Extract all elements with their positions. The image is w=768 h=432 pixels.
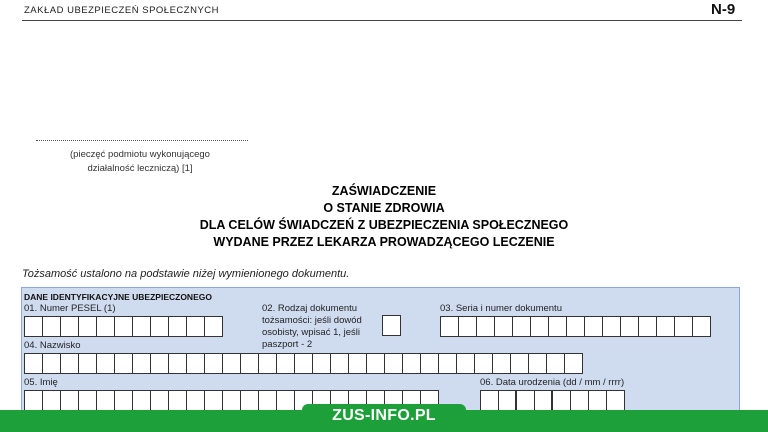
doc-number-field[interactable] bbox=[440, 316, 710, 337]
char-box[interactable] bbox=[564, 353, 583, 374]
char-box[interactable] bbox=[96, 316, 115, 337]
char-box[interactable] bbox=[480, 390, 499, 411]
doc-type-label-3: osobisty, wpisać 1, jeśli bbox=[262, 327, 361, 338]
char-box[interactable] bbox=[150, 353, 169, 374]
char-box[interactable] bbox=[186, 316, 205, 337]
title-line2: O STANIE ZDROWIA bbox=[323, 201, 445, 215]
char-box[interactable] bbox=[438, 353, 457, 374]
char-box[interactable] bbox=[528, 353, 547, 374]
document-title bbox=[0, 183, 768, 251]
char-box[interactable] bbox=[552, 390, 571, 411]
char-box[interactable] bbox=[584, 316, 603, 337]
char-box[interactable] bbox=[24, 316, 43, 337]
char-box[interactable] bbox=[606, 390, 625, 411]
doc-type-label-2: tożsamości: jeśli dowód bbox=[262, 315, 362, 326]
char-box[interactable] bbox=[638, 316, 657, 337]
char-box[interactable] bbox=[204, 353, 223, 374]
char-box[interactable] bbox=[512, 316, 531, 337]
char-box[interactable] bbox=[440, 316, 459, 337]
char-box[interactable] bbox=[366, 353, 385, 374]
section-title: DANE IDENTYFIKACYJNE UBEZPIECZONEGO bbox=[24, 292, 212, 302]
char-box[interactable] bbox=[60, 390, 79, 411]
char-box[interactable] bbox=[382, 315, 401, 336]
char-box[interactable] bbox=[42, 353, 61, 374]
char-box[interactable] bbox=[276, 390, 295, 411]
char-box[interactable] bbox=[546, 353, 565, 374]
char-box[interactable] bbox=[276, 353, 295, 374]
char-box[interactable] bbox=[498, 390, 517, 411]
char-box[interactable] bbox=[530, 316, 549, 337]
char-box[interactable] bbox=[494, 316, 513, 337]
birth-date-field[interactable] bbox=[480, 390, 624, 411]
char-box[interactable] bbox=[132, 353, 151, 374]
char-box[interactable] bbox=[516, 390, 535, 411]
char-box[interactable] bbox=[476, 316, 495, 337]
doc-type-label-1: 02. Rodzaj dokumentu bbox=[262, 303, 358, 314]
header-divider bbox=[22, 20, 742, 21]
char-box[interactable] bbox=[240, 390, 259, 411]
char-box[interactable] bbox=[222, 390, 241, 411]
char-box[interactable] bbox=[510, 353, 529, 374]
char-box[interactable] bbox=[548, 316, 567, 337]
doc-number-label: 03. Seria i numer dokumentu bbox=[440, 303, 562, 314]
char-box[interactable] bbox=[150, 390, 169, 411]
char-box[interactable] bbox=[204, 316, 223, 337]
first-name-label: 05. Imię bbox=[24, 377, 58, 388]
surname-field[interactable] bbox=[24, 353, 582, 374]
char-box[interactable] bbox=[168, 390, 187, 411]
doc-type-label-4: paszport - 2 bbox=[262, 339, 313, 350]
title-line4: WYDANE PRZEZ LEKARZA PROWADZĄCEGO LECZENIE bbox=[213, 235, 555, 249]
char-box[interactable] bbox=[534, 390, 553, 411]
char-box[interactable] bbox=[692, 316, 711, 337]
char-box[interactable] bbox=[222, 353, 241, 374]
char-box[interactable] bbox=[24, 353, 43, 374]
char-box[interactable] bbox=[42, 390, 61, 411]
char-box[interactable] bbox=[294, 353, 313, 374]
char-box[interactable] bbox=[384, 353, 403, 374]
char-box[interactable] bbox=[78, 390, 97, 411]
char-box[interactable] bbox=[114, 353, 133, 374]
char-box[interactable] bbox=[312, 353, 331, 374]
char-box[interactable] bbox=[474, 353, 493, 374]
char-box[interactable] bbox=[566, 316, 585, 337]
char-box[interactable] bbox=[132, 316, 151, 337]
pesel-label: 01. Numer PESEL (1) bbox=[24, 303, 116, 314]
char-box[interactable] bbox=[420, 353, 439, 374]
stamp-dotted-line bbox=[36, 140, 248, 141]
char-box[interactable] bbox=[60, 316, 79, 337]
identity-note: Tożsamość ustalono na podstawie niżej wymienionego dokumentu. bbox=[22, 268, 350, 280]
pesel-field[interactable] bbox=[24, 316, 222, 337]
char-box[interactable] bbox=[620, 316, 639, 337]
form-code: N-9 bbox=[711, 1, 736, 18]
surname-label: 04. Nazwisko bbox=[24, 340, 81, 351]
birth-date-label: 06. Data urodzenia (dd / mm / rrrr) bbox=[480, 377, 625, 388]
char-box[interactable] bbox=[168, 353, 187, 374]
stamp-caption bbox=[40, 148, 240, 176]
institution-name: ZAKŁAD UBEZPIECZEŃ SPOŁECZNYCH bbox=[24, 5, 220, 16]
char-box[interactable] bbox=[132, 390, 151, 411]
char-box[interactable] bbox=[24, 390, 43, 411]
char-box[interactable] bbox=[674, 316, 693, 337]
char-box[interactable] bbox=[60, 353, 79, 374]
char-box[interactable] bbox=[456, 353, 475, 374]
title-line3: DLA CELÓW ŚWIADCZEŃ Z UBEZPIECZENIA SPOŁECZNEGO bbox=[199, 218, 569, 232]
stamp-caption-line2: działalność leczniczą) [1] bbox=[87, 163, 193, 174]
char-box[interactable] bbox=[258, 390, 277, 411]
char-box[interactable] bbox=[348, 353, 367, 374]
char-box[interactable] bbox=[402, 353, 421, 374]
char-box[interactable] bbox=[258, 353, 277, 374]
char-box[interactable] bbox=[656, 316, 675, 337]
stamp-caption-line1: (pieczęć podmiotu wykonującego bbox=[70, 149, 210, 160]
char-box[interactable] bbox=[458, 316, 477, 337]
char-box[interactable] bbox=[96, 390, 115, 411]
char-box[interactable] bbox=[330, 353, 349, 374]
char-box[interactable] bbox=[492, 353, 511, 374]
char-box[interactable] bbox=[96, 353, 115, 374]
char-box[interactable] bbox=[186, 353, 205, 374]
char-box[interactable] bbox=[42, 316, 61, 337]
char-box[interactable] bbox=[186, 390, 205, 411]
char-box[interactable] bbox=[240, 353, 259, 374]
char-box[interactable] bbox=[78, 316, 97, 337]
char-box[interactable] bbox=[168, 316, 187, 337]
char-box[interactable] bbox=[588, 390, 607, 411]
char-box[interactable] bbox=[204, 390, 223, 411]
char-box[interactable] bbox=[114, 390, 133, 411]
char-box[interactable] bbox=[602, 316, 621, 337]
char-box[interactable] bbox=[114, 316, 133, 337]
title-line1: ZAŚWIADCZENIE bbox=[331, 184, 437, 198]
site-brand[interactable]: ZUS-INFO.PL bbox=[332, 407, 436, 424]
char-box[interactable] bbox=[78, 353, 97, 374]
char-box[interactable] bbox=[570, 390, 589, 411]
doc-type-field[interactable] bbox=[382, 315, 400, 336]
char-box[interactable] bbox=[150, 316, 169, 337]
